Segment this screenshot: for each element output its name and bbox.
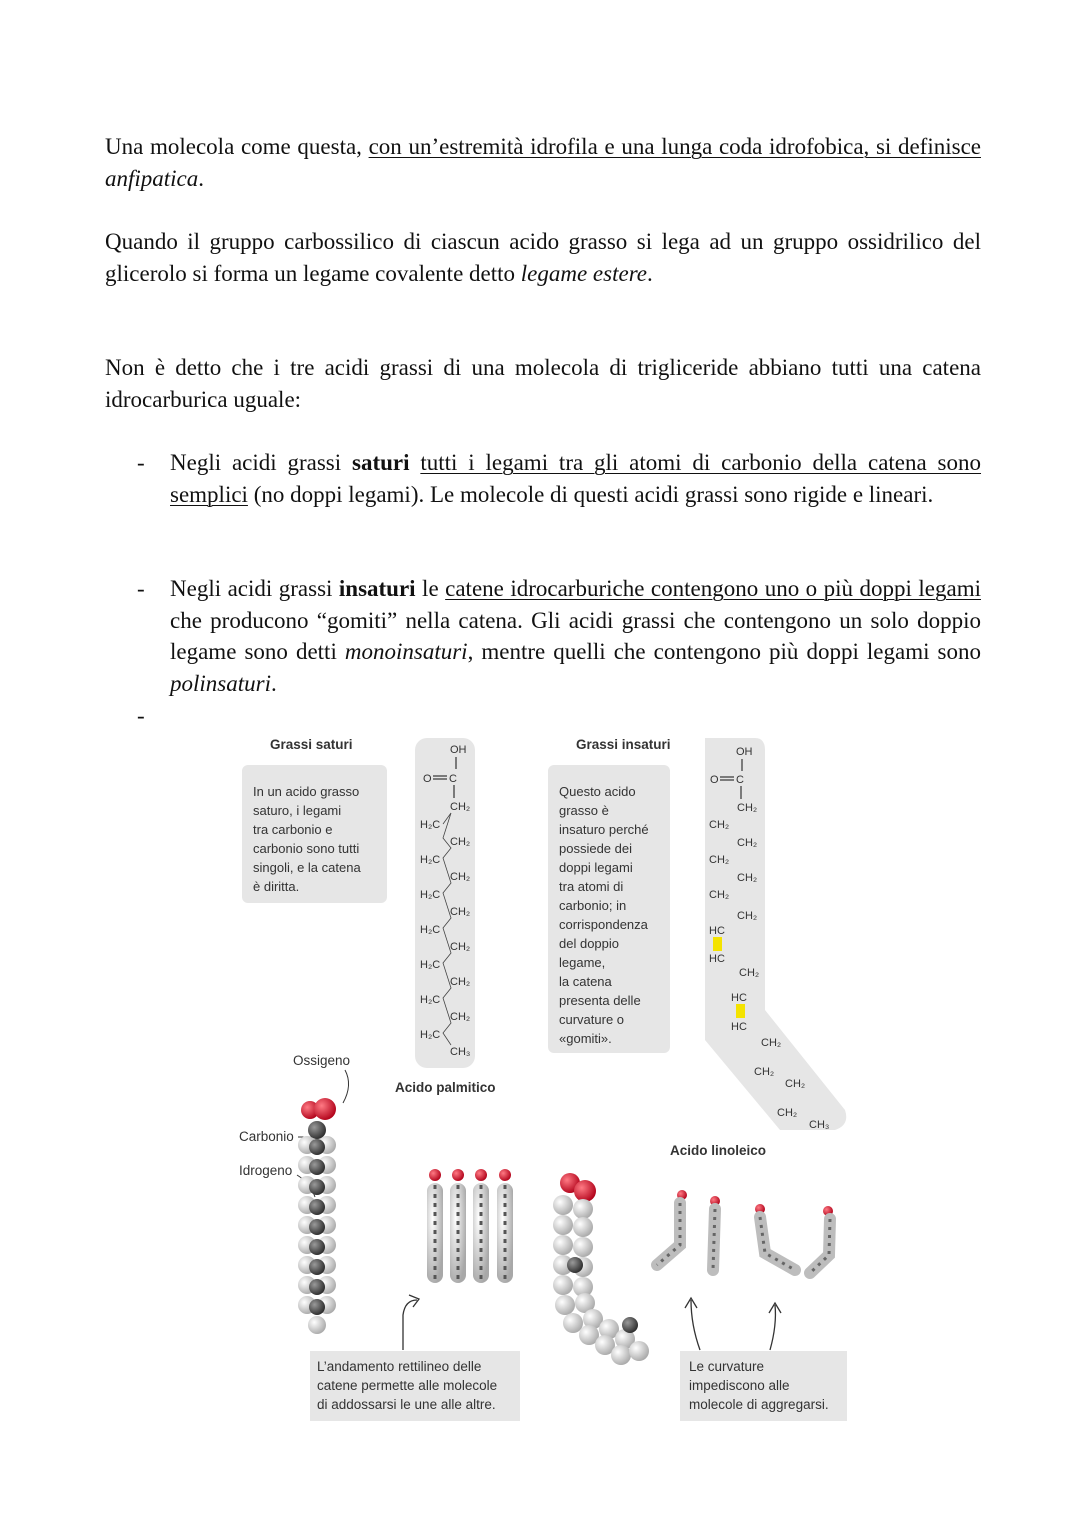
list-dash-2: - [137, 576, 145, 601]
list-dash-3: - [137, 703, 145, 728]
fatty-acids-figure [225, 725, 865, 1435]
svg-text:CH₂: CH₂ [737, 910, 758, 922]
svg-text:H₂C: H₂C [420, 819, 441, 831]
svg-text:CH₂: CH₂ [709, 889, 730, 901]
svg-text:O: O [423, 773, 432, 785]
svg-text:H₂C: H₂C [420, 889, 441, 901]
caption-left: L’andamento rettilineo delle catene permette alle molecole di addossarsi le une alle altre. [317, 1359, 498, 1412]
saturated-desc: In un acido grasso saturo, i legami tra carbonio e carbonio sono tutti singoli, e la catena è diritta. [253, 784, 361, 894]
svg-text:CH₂: CH₂ [709, 819, 730, 831]
carbon-label: Carbonio [239, 1129, 294, 1144]
unsaturated-scattered-chains [657, 1190, 833, 1273]
list-item-unsaturated: Negli acidi grassi insaturi le catene idrocarburiche contengono uno o più doppi legami che producono “gomiti” nella catena. Gli acidi grassi che contengono un solo doppio legame sono detti monoinsaturi, mentre quelli che contengono più doppi legami sono polinsaturi. [170, 576, 981, 696]
svg-text:H₂C: H₂C [420, 854, 441, 866]
svg-text:CH₂: CH₂ [709, 854, 730, 866]
svg-text:CH₂: CH₂ [450, 836, 471, 848]
svg-text:HC: HC [731, 1021, 747, 1033]
svg-text:CH₂: CH₂ [737, 872, 758, 884]
palmitic-label: Acido palmitico [395, 1080, 496, 1095]
list-item-saturated: Negli acidi grassi saturi tutti i legami tra gli atomi di carbonio della catena sono semplici (no doppi legami). Le molecole di questi acidi grassi sono rigide e lineari. [170, 450, 982, 507]
svg-text:CH₂: CH₂ [737, 837, 758, 849]
svg-text:C: C [736, 774, 744, 786]
svg-text:CH₂: CH₂ [785, 1078, 806, 1090]
svg-text:H₂C: H₂C [420, 959, 441, 971]
svg-text:CH₃: CH₃ [809, 1119, 830, 1131]
svg-text:HC: HC [709, 925, 725, 937]
svg-text:CH₂: CH₂ [450, 976, 471, 988]
linoleic-label: Acido linoleico [670, 1143, 767, 1158]
paragraph-triglyceride: Non è detto che i tre acidi grassi di una molecola di trigliceride abbiano tutti una catena idrocarburica uguale: [105, 355, 981, 412]
svg-text:C: C [449, 773, 457, 785]
saturated-arrow [403, 1300, 417, 1350]
svg-text:OH: OH [450, 744, 467, 756]
caption-right: Le curvature impediscono alle molecole di aggregarsi. [689, 1359, 829, 1412]
svg-text:CH₂: CH₂ [777, 1107, 798, 1119]
svg-text:CH₂: CH₂ [739, 967, 760, 979]
svg-text:CH₂: CH₂ [761, 1037, 782, 1049]
unsaturated-title: Grassi insaturi [576, 737, 671, 752]
saturated-space-filling-model [298, 1098, 336, 1334]
unsaturated-arrows [685, 1298, 781, 1350]
svg-text:CH₂: CH₂ [754, 1066, 775, 1078]
list-dash-1: - [137, 450, 145, 475]
saturated-packed-chains [427, 1169, 513, 1283]
saturated-title: Grassi saturi [270, 737, 353, 752]
svg-text:CH₂: CH₂ [450, 871, 471, 883]
paragraph-amphipathic: Una molecola come questa, con un’estremità idrofila e una lunga coda idrofobica, si definisce anfipatica. [105, 134, 981, 191]
svg-text:O: O [710, 774, 719, 786]
svg-text:H₂C: H₂C [420, 1029, 441, 1041]
svg-text:CH₂: CH₂ [450, 906, 471, 918]
hydrogen-label: Idrogeno [239, 1163, 293, 1178]
svg-text:CH₂: CH₂ [450, 801, 471, 813]
paragraph-ester-bond: Quando il gruppo carbossilico di ciascun acido grasso si lega ad un gruppo ossidrilico del glicerolo si forma un legame covalente detto legame estere. [105, 229, 981, 286]
svg-text:CH₃: CH₃ [450, 1046, 471, 1058]
svg-text:CH₂: CH₂ [450, 941, 471, 953]
unsaturated-desc: Questo acido grasso è insaturo perché possiede dei doppi legami tra atomi di carbonio; in corrispondenza del doppio legame, la catena presenta delle curvature o «gomiti». [559, 784, 649, 1046]
svg-text:OH: OH [736, 746, 753, 758]
svg-text:HC: HC [709, 953, 725, 965]
svg-text:CH₂: CH₂ [450, 1011, 471, 1023]
svg-text:H₂C: H₂C [420, 924, 441, 936]
svg-text:CH₂: CH₂ [737, 802, 758, 814]
linoleic-formula-box [705, 738, 846, 1130]
svg-text:HC: HC [731, 992, 747, 1004]
svg-text:H₂C: H₂C [420, 994, 441, 1006]
unsaturated-space-filling-model [553, 1173, 649, 1365]
oxygen-label: Ossigeno [293, 1053, 351, 1068]
